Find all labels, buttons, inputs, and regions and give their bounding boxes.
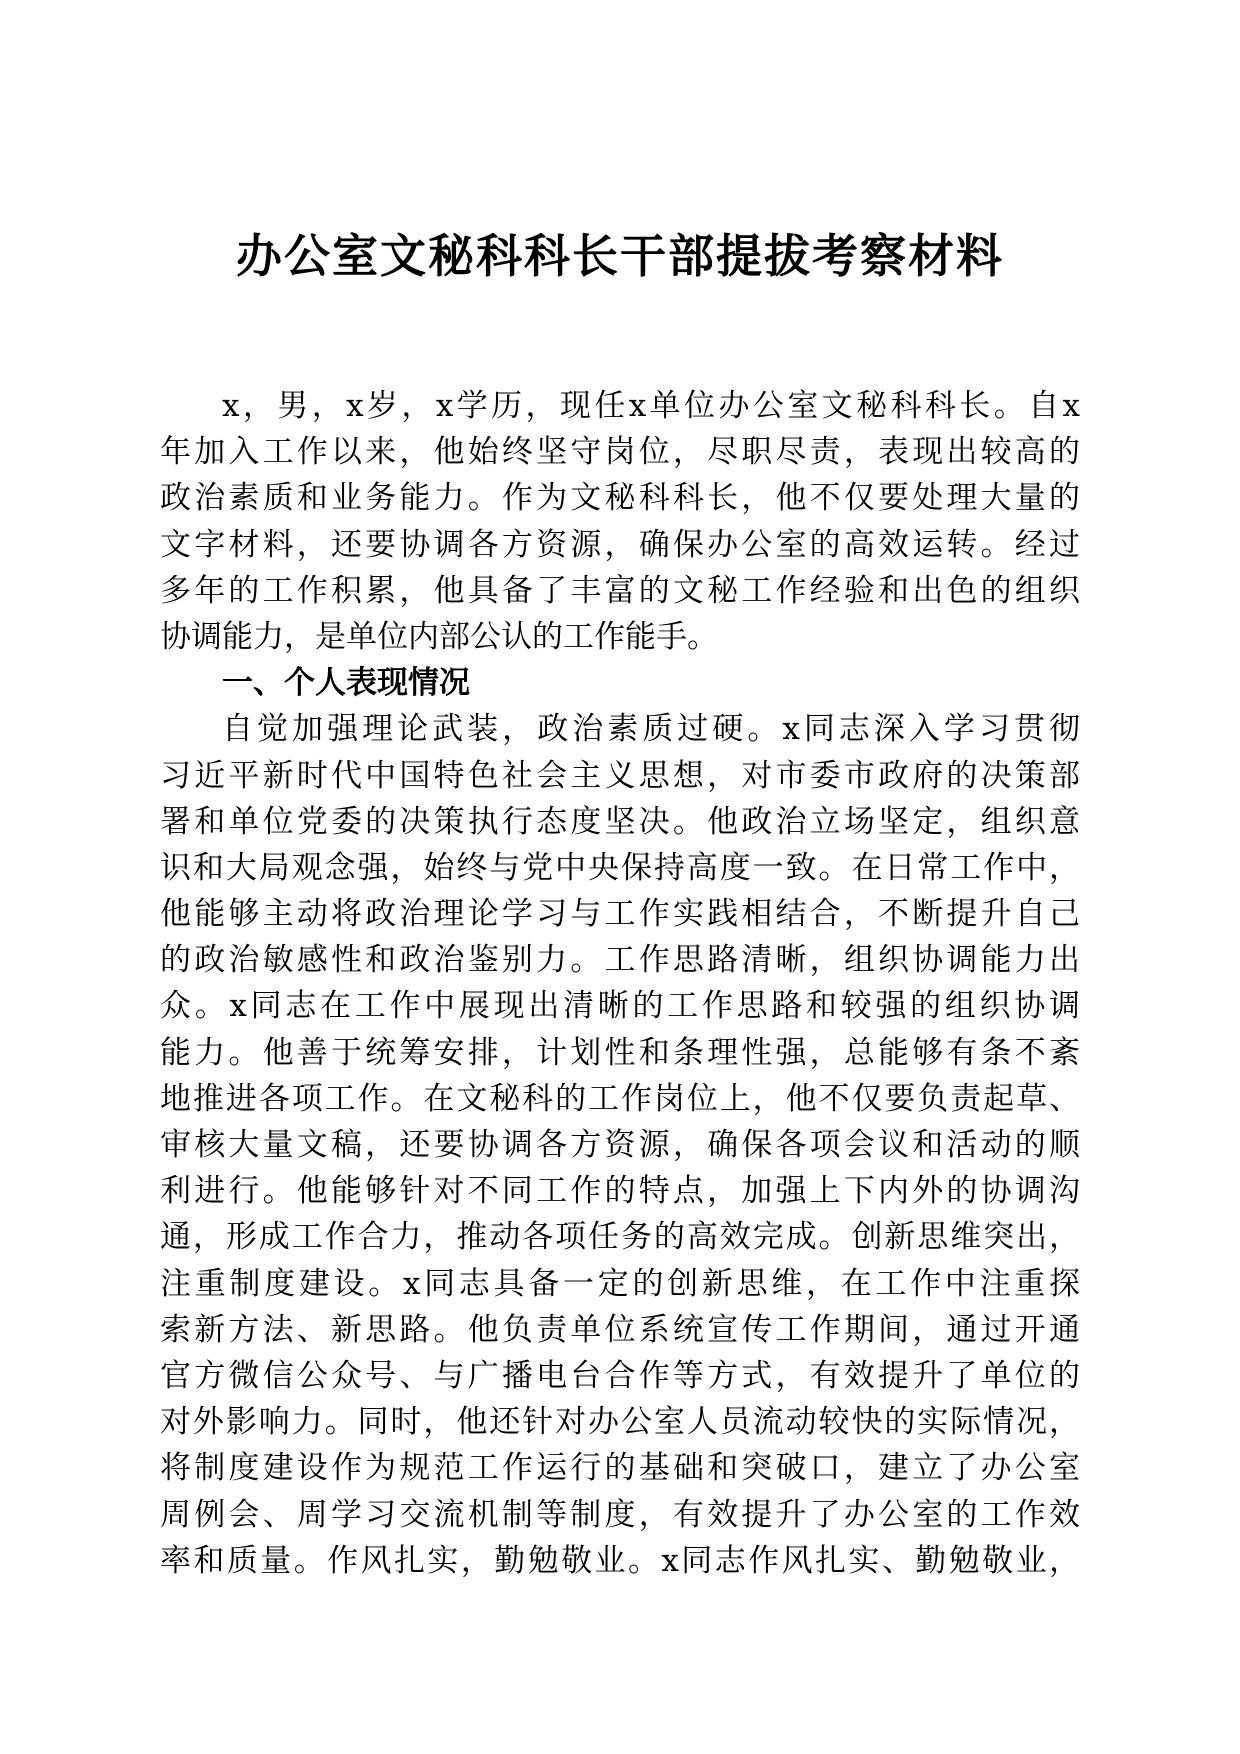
intro-line: 多年的工作积累，他具备了丰富的文秘工作经验和出色的组织 — [160, 572, 1080, 609]
body-line: 地推进各项工作。在文秘科的工作岗位上，他不仅要负责起草、 — [160, 1080, 1080, 1117]
body-line: 通，形成工作合力，推动各项任务的高效完成。创新思维突出， — [160, 1219, 1080, 1256]
intro-line: 政治素质和业务能力。作为文秘科科长，他不仅要处理大量的 — [160, 480, 1080, 517]
intro-line: 协调能力，是单位内部公认的工作能手。 — [160, 618, 718, 655]
intro-line: x，男，x岁，x学历，现任x单位办公室文秘科科长。自x — [222, 388, 1080, 424]
body-line: 众。x同志在工作中展现出清晰的工作思路和较强的组织协调 — [160, 988, 1080, 1025]
body-line: 利进行。他能够针对不同工作的特点，加强上下内外的协调沟 — [160, 1173, 1080, 1210]
intro-line: 文字材料，还要协调各方资源，确保办公室的高效运转。经过 — [160, 526, 1080, 563]
body-line: 周例会、周学习交流机制等制度，有效提升了办公室的工作效 — [160, 1496, 1080, 1533]
body-line: 索新方法、新思路。他负责单位系统宣传工作期间，通过开通 — [160, 1311, 1080, 1348]
document-body — [160, 383, 1080, 1584]
body-line: 能力。他善于统筹安排，计划性和条理性强，总能够有条不紊 — [160, 1034, 1080, 1071]
intro-line: 年加入工作以来，他始终坚守岗位，尽职尽责，表现出较高的 — [160, 434, 1080, 471]
body-line: 将制度建设作为规范工作运行的基础和突破口，建立了办公室 — [160, 1450, 1080, 1487]
section-heading: 一、个人表现情况 — [222, 665, 470, 702]
document-title: 办公室文秘科科长干部提拔考察材料 — [236, 229, 1004, 283]
body-line: 的政治敏感性和政治鉴别力。工作思路清晰，组织协调能力出 — [160, 942, 1080, 979]
body-line: 对外影响力。同时，他还针对办公室人员流动较快的实际情况， — [160, 1404, 1080, 1441]
body-line: 审核大量文稿，还要协调各方资源，确保各项会议和活动的顺 — [160, 1127, 1080, 1163]
body-line: 注重制度建设。x同志具备一定的创新思维，在工作中注重探 — [160, 1265, 1080, 1302]
body-line: 署和单位党委的决策执行态度坚决。他政治立场坚定，组织意 — [160, 803, 1080, 840]
body-line: 他能够主动将政治理论学习与工作实践相结合，不断提升自己 — [160, 896, 1080, 933]
body-line: 官方微信公众号、与广播电台合作等方式，有效提升了单位的 — [160, 1357, 1080, 1394]
body-line: 识和大局观念强，始终与党中央保持高度一致。在日常工作中， — [160, 849, 1080, 886]
body-line: 自觉加强理论武装，政治素质过硬。x同志深入学习贯彻 — [222, 711, 1080, 748]
body-line: 习近平新时代中国特色社会主义思想，对市委市政府的决策部 — [160, 757, 1080, 794]
body-line: 率和质量。作风扎实，勤勉敬业。x同志作风扎实、勤勉敬业， — [160, 1542, 1080, 1579]
